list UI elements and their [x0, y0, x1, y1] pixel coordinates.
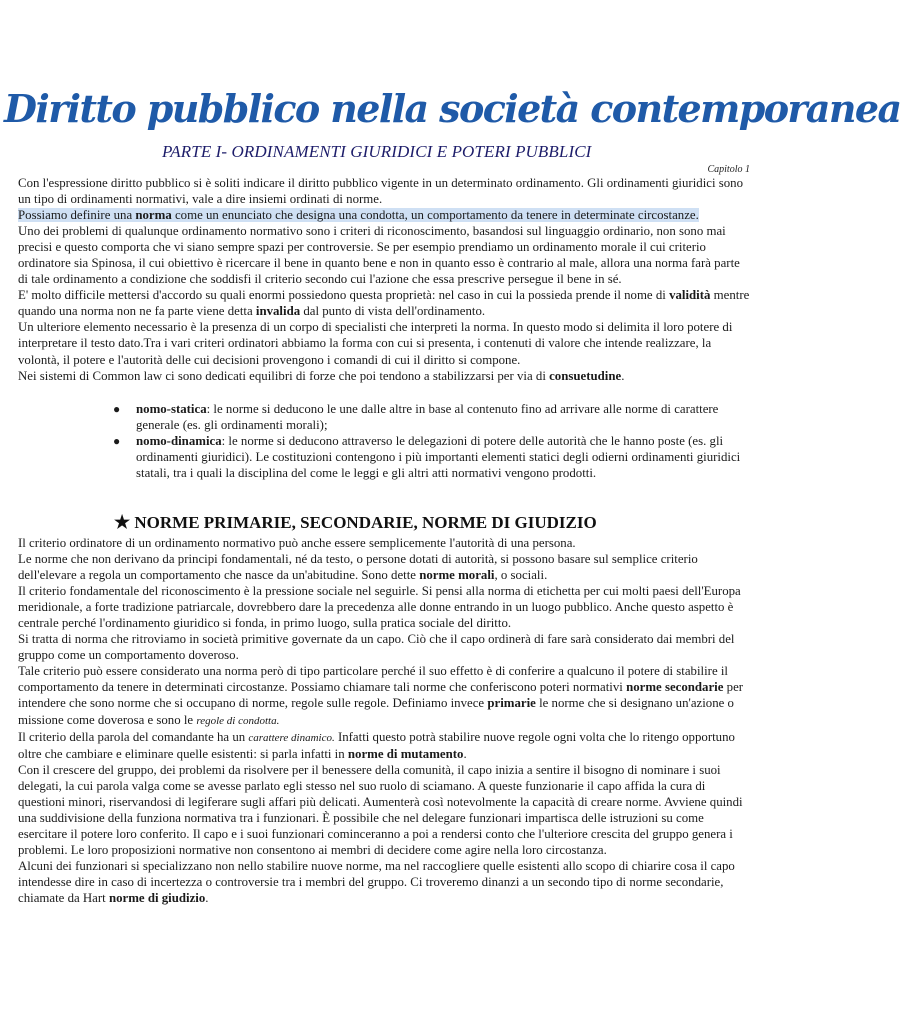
- body-paragraph-5: Tale criterio può essere considerato una norma però di tipo particolare perché il suo effetto è di conferire a qualcuno il potere di stabilire il comportamento da tenere in determinati circostanze. Possiamo chiamare tali norme che conferiscono poteri normativi norme secondarie per intendere che sono norme che si occupano di norme, regole sulle regole. Definiamo invece primarie le norme che si designano un'azione o missione come doverosa e sono le regole di condotta.: [18, 664, 744, 727]
- term-carattere-dinamico: carattere dinamico.: [248, 731, 335, 744]
- intro-paragraph-4: E' molto difficile mettersi d'accordo su quali enormi possiedono questa proprietà: nel caso in cui la possieda prende il nome di validità mentre quando una norma non ne fa parte viene detta invalida dal punto di vista dell'ordinamento.: [18, 288, 750, 319]
- term-norme-di-mutamento: norme di mutamento: [347, 746, 464, 761]
- highlighted-definition: Possiamo definire una norma come un enunciato che designa una condotta, un comportamento da tenere in determinate circostanze.: [18, 208, 699, 223]
- term-validita: validità: [669, 288, 711, 303]
- intro-paragraph-3: Uno dei problemi di qualunque ordinamento normativo sono i criteri di riconoscimento, basandosi sul linguaggio ordinario, non sono mai precisi e questo comporta che vi siano sempre spazi per controversie. Se per esempio prendiamo un ordinamento morale il cui criterio ordinatore sia Spinosa, il cui obiettivo è ricercare il bene in quanto bene e non in quanto esso è contrario al male, allora una norma farà parte di tale ordinamento a condizione che soddisfi il criterio secondo cui l'azione che essa prescrive persegue il bene in sé.: [18, 224, 740, 287]
- body-paragraph-4: Si tratta di norma che ritroviamo in società primitive governate da un capo. Ciò che il capo ordinerà di fare sarà considerato dai membri del gruppo come un comportamento doveroso.: [18, 632, 735, 663]
- chapter-label: Capitolo 1: [707, 164, 750, 175]
- body-paragraph-6: Il criterio della parola del comandante ha un carattere dinamico. Infatti questo potrà stabilire nuove regole ogni volta che lo ritengo opportuno oltre che cambiare e eliminare quelle esistenti: si parla infatti in norme di mutamento.: [18, 729, 735, 761]
- intro-paragraph-2: [18, 207, 750, 223]
- document-subtitle: PARTE I- ORDINAMENTI GIURIDICI E POTERI PUBBLICI: [162, 142, 592, 161]
- list-item: ● nomo-statica: le norme si deducono le une dalle altre in base al contenuto fino ad arrivare alle norme di carattere generale (es. gli ordinamenti morali);: [113, 402, 719, 433]
- term-invalida: invalida: [255, 304, 301, 319]
- intro-paragraph-1: Con l'espressione diritto pubblico si è soliti indicare il diritto pubblico vigente in un determinato ordinamento. Gli ordinamenti giuridici sono un tipo di ordinamenti normativi, vale a dire insiemi ordinati di norme.: [18, 176, 744, 207]
- document-title: Diritto pubblico nella società contemporanea: [4, 86, 901, 131]
- term-norme-di-giudizio: norme di giudizio: [108, 891, 206, 906]
- bullet-term: nomo-statica: [136, 402, 207, 416]
- intro-paragraph-5: Un ulteriore elemento necessario è la presenza di un corpo di specialisti che interpreti la norma. In questo modo si delimita il loro potere di interpretare il testo dato.Tra i vari criteri ordinatori abbiamo la forma con cui si presenta, i contenuti di valore che intende realizzare, la volontà, il potere e l'autorità delle cui decisioni provengono i comandi di cui il diritto si compone.: [18, 320, 733, 367]
- body-paragraph-8: Alcuni dei funzionari si specializzano non nello stabilire nuove norme, ma nel raccogliere quelle esistenti allo scopo di chiarire cosa il capo intendesse dire in caso di incertezza o controversie tra i membri del gruppo. Ci troveremo dinanzi a un secondo tipo di norme secondarie, chiamate da Hart norme di giudizio.: [18, 858, 735, 906]
- bullet-term: nomo-dinamica: [136, 434, 222, 449]
- bullet-icon: ●: [113, 402, 121, 416]
- term-regole-di-condotta: regole di condotta.: [196, 714, 280, 727]
- term-consuetudine: consuetudine: [549, 368, 622, 383]
- list-item: ● nomo-dinamica: le norme si deducono attraverso le delegazioni di potere delle autorità che le hanno poste (es. gli ordinamenti giuridici). Le costituzioni contengono i più importanti elementi statici degli odierni ordinamenti giuridici statali, tra i quali la disciplina del come le leggi e gli altri atti normativi vengono prodotti.: [113, 434, 741, 481]
- bullet-icon: ●: [113, 434, 121, 449]
- body-section: [18, 535, 750, 906]
- term-primarie: primarie: [487, 696, 536, 711]
- bullet-list: [18, 401, 750, 481]
- term-norme-morali: norme morali: [419, 568, 495, 583]
- intro-section: [18, 175, 750, 384]
- star-icon: ★: [114, 512, 131, 532]
- intro-paragraph-6: Nei sistemi di Common law ci sono dedicati equilibri di forze che poi tendono a stabilizzarsi per via di consuetudine.: [18, 368, 625, 383]
- term-norma: norma: [135, 208, 172, 223]
- body-paragraph-1: Il criterio ordinatore di un ordinamento normativo può anche essere semplicemente l'autorità di una persona.: [18, 536, 576, 550]
- body-paragraph-3: Il criterio fondamentale del riconoscimento è la pressione sociale nel seguirle. Si pensi alla norma di etichetta per cui molti paesi dell'Europa meridionale, a forte tradizione patriarcale, dovrebbero dare la precedenza alle donne entrando in un luogo pubblico. Anche questo aspetto è centrale perché l'ordinamento giuridico si fonda, in primo luogo, sulla pratica sociale del diritto.: [18, 584, 741, 631]
- body-paragraph-2: Le norme che non derivano da principi fondamentali, né da testo, o persone dotati di autorità, si possono basare sul semplice criterio dell'elevare a regola un comportamento che nasce da un'abitudine. Sono dette norme morali, o sociali.: [18, 552, 698, 583]
- body-paragraph-7: Con il crescere del gruppo, dei problemi da risolvere per il benessere della comunità, il capo inizia a sentire il bisogno di nominare i suoi delegati, la cui parola valga come se avesse parlato egli stesso nel suo ruolo di sciamano. A queste funzionarie il capo affida la cura di questioni minori, riservandosi di legiferare sugli affari più delicati. Aumenterà così notevolmente la capacità di creare norme. Avviene quindi una suddivisione della funziona normativa tra i funzionari. È possibile che nel delegare funzionari impartisca delle istruzioni su come esercitare il potere loro conferito. Il capo e i suoi funzionari cominceranno a poi a rendersi conto che l'ulteriore crescita del gruppo genera i problemi. Le loro proposizioni normative non consentono ai membri di decidere come agire nella loro circostanza.: [18, 762, 743, 857]
- section-heading: ★ NORME PRIMARIE, SECONDARIE, NORME DI GIUDIZIO: [114, 512, 597, 532]
- term-norme-secondarie: norme secondarie: [626, 680, 724, 695]
